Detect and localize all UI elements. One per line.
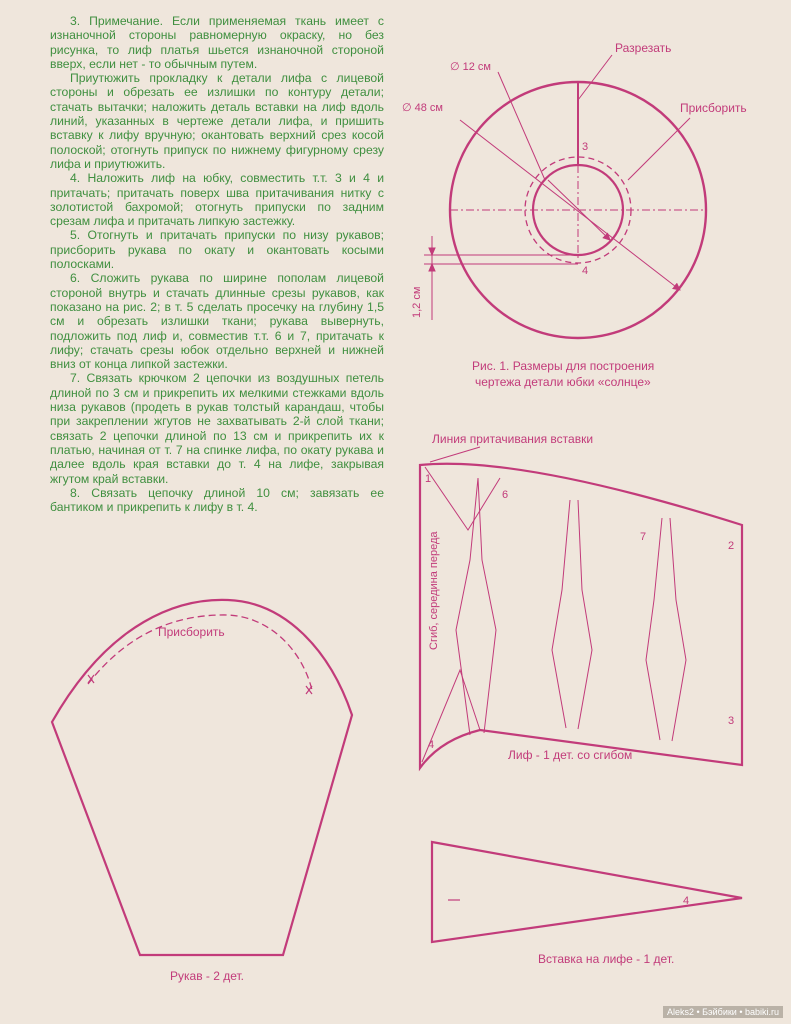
sleeve-gather-label: Присборить xyxy=(158,625,225,639)
allowance-arrow-a xyxy=(429,248,435,255)
insert-point-4: 4 xyxy=(683,895,690,907)
bodice-point-1: 1 xyxy=(425,473,432,485)
allowance-arrow-b xyxy=(429,264,435,271)
bodice-point-3: 3 xyxy=(728,715,735,727)
skirt-cut-label: Разрезать xyxy=(615,41,672,55)
skirt-gather-label: Присборить xyxy=(680,101,747,115)
site-credit: Aleks2 • Бэйбики • babiki.ru xyxy=(663,1006,783,1018)
cut-label-leader xyxy=(578,55,612,100)
insert-label-leader xyxy=(430,447,480,462)
sleeve-mark-left xyxy=(88,675,94,683)
bodice-point-7: 7 xyxy=(640,531,647,543)
skirt-seam-allowance: 1,2 см xyxy=(411,286,423,318)
step-4: 4. Наложить лиф на юбку, совместить т.т. 3 и 4 и притачать; притачать поверх шва притачивания нитку с золотистой бахромой; отогнуть припуски по задним срезам лифа и притачать липкую застежку. xyxy=(50,171,384,229)
insert-caption: Вставка на лифе - 1 дет. xyxy=(538,952,675,966)
skirt-inner-diameter: ∅ 12 см xyxy=(450,61,491,73)
bodice-point-2: 2 xyxy=(728,540,735,552)
sleeve-pattern xyxy=(52,600,352,955)
step-3: 3. Примечание. Если применяемая ткань имеет с изнаночной стороны равномерную окраску, но без рисунка, то лиф платья шьется изнаночной стороной вверх, если нет - то обычным путем. xyxy=(50,14,384,71)
skirt-outer-diameter: ∅ 48 см xyxy=(402,102,443,114)
insert-pattern xyxy=(432,842,742,942)
skirt-caption-line1: Рис. 1. Размеры для построения xyxy=(472,359,655,373)
gather-label-leader xyxy=(628,118,690,180)
step-6: 6. Сложить рукава по ширине пополам лицевой стороной внутрь и стачать длинные срезы рукавов, как показано на рис. 2; в т. 5 сделать просечку на глубину 1,5 см и обрезать излишки ткани; рукава вывернуть, подложить под лиф и, совместив т.т. 6 и 7, притачать к лифу; стачать срезы юбок отдельно верхней и нижней вниз от конца липкой застежки. xyxy=(50,271,384,372)
bodice-pattern xyxy=(420,447,742,768)
bodice-caption: Лиф - 1 дет. со сгибом xyxy=(508,748,633,762)
bodice-insert-line-upper xyxy=(425,467,500,530)
step-7: 7. Связать крючком 2 цепочки из воздушных петель длиной по 3 см и прикрепить их мелкими стежками вдоль низа рукавов (продеть в рукав толстый карандаш, чтобы при закреплении жгутов не захватывать 2-й слой ткани; связать 2 цепочки длиной по 13 см и прикрепить их к платью, начиная от т. 7 на спинке лифа, по окату рукава и далее вдоль края вставки до т. 4 на лифе, закрывая жгутом край вставки. xyxy=(50,371,384,486)
skirt-pattern xyxy=(424,55,706,338)
bodice-point-4: 4 xyxy=(428,739,435,751)
step-5: 5. Отогнуть и притачать припуски по низу рукавов; присборить рукава по окату и окантовать косыми полосками. xyxy=(50,228,384,272)
skirt-point-4: 4 xyxy=(582,265,589,277)
bodice-fold-label: Сгиб, середина переда xyxy=(428,531,440,650)
step-8: 8. Связать цепочку длиной 10 см; завязать ее бантиком и прикрепить к лифу в т. 4. xyxy=(50,485,384,515)
bodice-insert-line-label: Линия притачивания вставки xyxy=(432,432,594,446)
sleeve-caption: Рукав - 2 дет. xyxy=(170,969,245,983)
bodice-dart-2 xyxy=(552,500,592,729)
skirt-caption-line2: чертежа детали юбки «солнце» xyxy=(475,375,651,389)
insert-outline xyxy=(432,842,742,942)
skirt-point-3: 3 xyxy=(582,141,589,153)
sleeve-outline xyxy=(52,600,352,955)
bodice-point-6: 6 xyxy=(502,489,509,501)
sleeve-mark-right xyxy=(306,686,312,694)
bodice-dart-3 xyxy=(646,518,686,741)
step-3-continued: Приутюжить прокладку к детали лифа с лицевой стороны и обрезать ее излишки по контуру детали; стачать вытачки; наложить деталь вставки на лиф вдоль линий, указанных в чертеже детали лифа, и пришить вставку к лифу вручную; окантовать верхний срез косой полоской; отогнуть припуск по нижнему фигурному срезу лифа и приутюжить. xyxy=(50,71,384,171)
